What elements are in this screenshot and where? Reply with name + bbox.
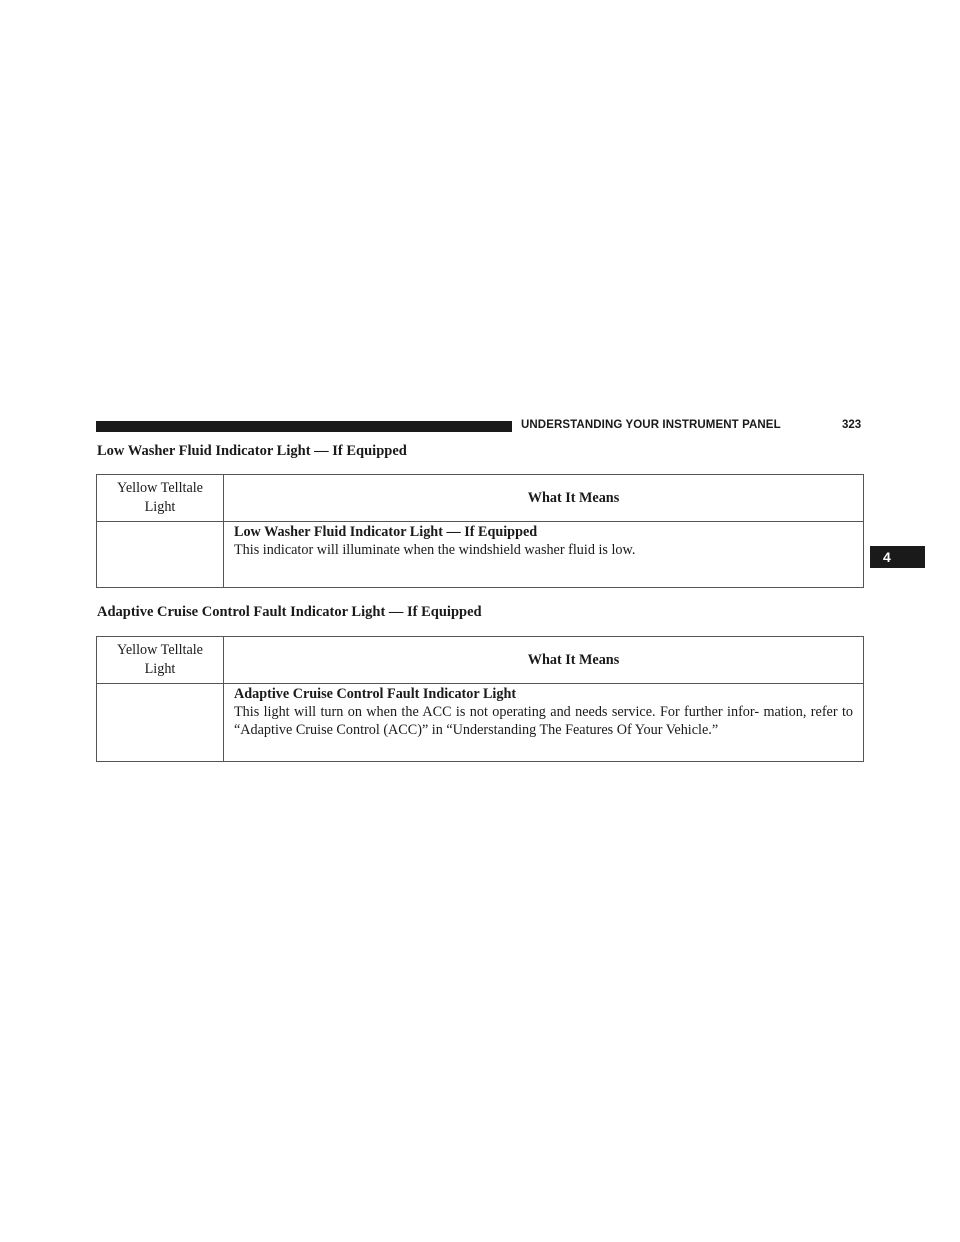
section-heading-acc-fault: Adaptive Cruise Control Fault Indicator Light — If Equipped	[97, 604, 482, 620]
section-heading-washer-fluid: Low Washer Fluid Indicator Light — If Equipped	[97, 443, 407, 459]
column-header-meaning: What It Means	[224, 475, 864, 522]
meaning-title: Adaptive Cruise Control Fault Indicator Light	[234, 686, 517, 702]
table-header-row	[97, 475, 864, 522]
meaning-cell	[224, 522, 864, 588]
table-row	[97, 684, 864, 762]
meaning-body: This indicator will illuminate when the windshield washer fluid is low.	[234, 542, 636, 558]
washer-fluid-table	[96, 474, 864, 588]
meaning-body: This light will turn on when the ACC is not operating and needs service. For further infor- mation, refer to “Adaptive Cruise Control (ACC)” in “Understanding The Features Of Your Vehicle.”	[234, 704, 853, 738]
telltale-icon-cell	[97, 684, 224, 762]
table-header-row	[97, 637, 864, 684]
chapter-tab: 4	[870, 546, 925, 568]
table-row	[97, 522, 864, 588]
page-number: 323	[842, 419, 862, 431]
meaning-cell	[224, 684, 864, 762]
header-rule	[96, 421, 512, 432]
running-header-title: UNDERSTANDING YOUR INSTRUMENT PANEL	[521, 419, 781, 431]
meaning-title: Low Washer Fluid Indicator Light — If Equipped	[234, 524, 538, 540]
column-header-meaning: What It Means	[224, 637, 864, 684]
acc-fault-table	[96, 636, 864, 762]
telltale-icon-cell	[97, 522, 224, 588]
column-header-telltale: Yellow Telltale Light	[97, 637, 224, 684]
column-header-telltale: Yellow Telltale Light	[97, 475, 224, 522]
